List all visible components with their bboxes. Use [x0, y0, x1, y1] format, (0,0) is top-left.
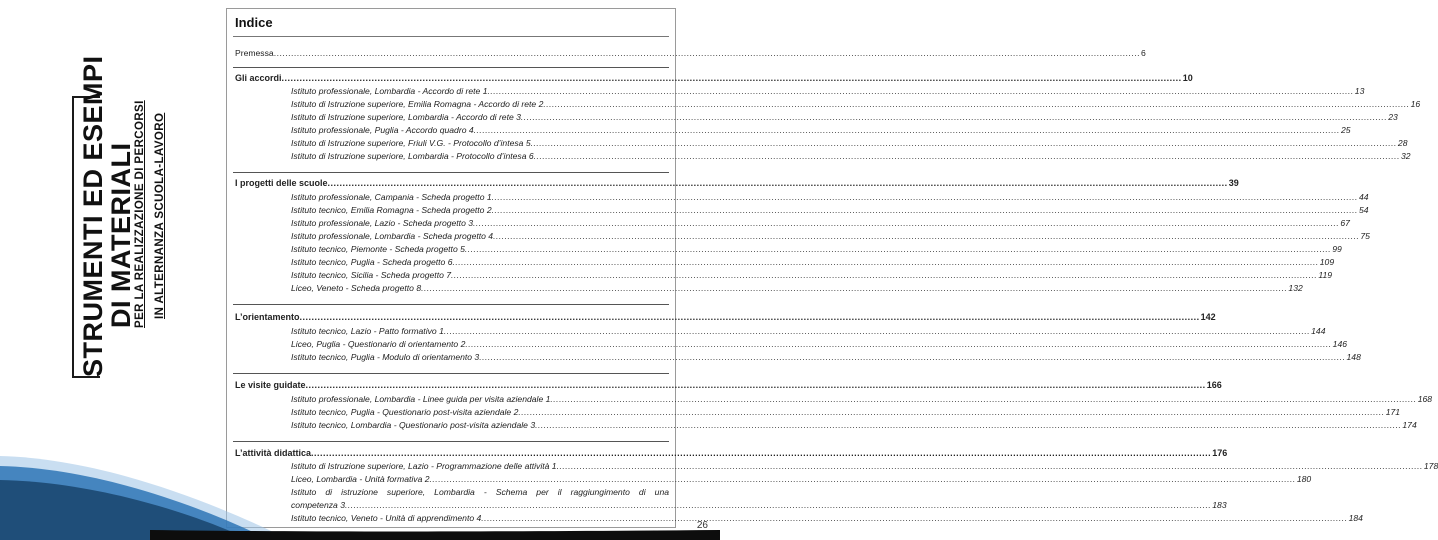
section-rule — [233, 172, 669, 173]
title-line-1: STRUMENTI ED ESEMPI — [78, 55, 108, 377]
toc-entry-wrapped-line: Istituto di istruzione superiore, Lombardia - Schema per il raggiungimento di una — [291, 487, 669, 497]
toc-entry: Istituto di Istruzione superiore, Friuli V.G. - Protocollo d’intesa 5 ............................................................................................................................................................................................................................................................................................................ 28 — [291, 138, 1408, 148]
toc-entry: Istituto professionale, Campania - Scheda progetto 1 ............................................................................................................................................................................................................................................................................................................ 44 — [291, 192, 1369, 202]
toc-entry: Liceo, Puglia - Questionario di orientamento 2 ............................................................................................................................................................................................................................................................................................................ 146 — [291, 339, 1348, 349]
toc-entry: Istituto professionale, Lombardia - Accordo di rete 1 ............................................................................................................................................................................................................................................................................................................ 13 — [291, 86, 1365, 96]
toc-entry: Liceo, Lombardia - Unità formativa 2 ............................................................................................................................................................................................................................................................................................................ 180 — [291, 474, 1312, 484]
toc-entry: Istituto di Istruzione superiore, Lombardia - Protocollo d’intesa 6 ............................................................................................................................................................................................................................................................................................................ 32 — [291, 151, 1411, 161]
toc-entry: Istituto professionale, Puglia - Accordo quadro 4 ............................................................................................................................................................................................................................................................................................................ 25 — [291, 125, 1351, 135]
toc-entry: Istituto tecnico, Puglia - Modulo di orientamento 3 ............................................................................................................................................................................................................................................................................................................ 148 — [291, 352, 1361, 362]
toc-entry: Istituto professionale, Lombardia - Linee guida per visita aziendale 1 ............................................................................................................................................................................................................................................................................................................ 168 — [291, 394, 1433, 404]
section-rule — [233, 67, 669, 68]
toc-entry: Istituto tecnico, Veneto - Unità di apprendimento 4 ............................................................................................................................................................................................................................................................................................................ 184 — [291, 513, 1363, 523]
slide-number: 26 — [696, 520, 708, 531]
toc-entry: Istituto di Istruzione superiore, Emilia Romagna - Accordo di rete 2 ............................................................................................................................................................................................................................................................................................................ 16 — [291, 99, 1421, 109]
toc-entry: Istituto tecnico, Sicilia - Scheda progetto 7 ............................................................................................................................................................................................................................................................................................................ 119 — [291, 270, 1333, 280]
toc-entry: Istituto tecnico, Lazio - Patto formativo 1 ............................................................................................................................................................................................................................................................................................................ 144 — [291, 326, 1326, 336]
title-border-left — [72, 96, 74, 378]
title-rule — [233, 36, 669, 37]
vertical-title-block — [72, 55, 172, 378]
toc-entry: Istituto tecnico, Puglia - Questionario post-visita aziendale 2 ............................................................................................................................................................................................................................................................................................................ 171 — [291, 407, 1401, 417]
toc-entry: Istituto tecnico, Lombardia - Questionario post-visita aziendale 3 ............................................................................................................................................................................................................................................................................................................ 174 — [291, 420, 1417, 430]
section-rule — [233, 441, 669, 442]
title-line-2: DI MATERIALI — [106, 142, 136, 328]
toc-entry: Istituto tecnico, Emilia Romagna - Scheda progetto 2 ............................................................................................................................................................................................................................................................................................................ 54 — [291, 205, 1369, 215]
section-rule — [233, 373, 669, 374]
toc-entry: Istituto tecnico, Piemonte - Scheda progetto 5 ............................................................................................................................................................................................................................................................................................................ 99 — [291, 244, 1342, 254]
section-heading: I progetti delle scuole ............................................................................................................................................................................................................................................................................................................ 39 — [235, 178, 1239, 188]
title-line-3: PER LA REALIZZAZIONE DI PERCORSI — [134, 100, 146, 328]
swoosh-black-band — [150, 530, 720, 540]
toc-entry: Istituto professionale, Lombardia - Scheda progetto 4 ............................................................................................................................................................................................................................................................................................................ 75 — [291, 231, 1370, 241]
section-heading: Gli accordi ............................................................................................................................................................................................................................................................................................................ 10 — [235, 73, 1193, 83]
section-heading: L’orientamento ............................................................................................................................................................................................................................................................................................................ 142 — [235, 312, 1216, 322]
index-title: Indice — [235, 15, 273, 30]
toc-entry: Istituto professionale, Lazio - Scheda progetto 3 ............................................................................................................................................................................................................................................................................................................ 67 — [291, 218, 1350, 228]
toc-entry: Istituto tecnico, Puglia - Scheda progetto 6 ............................................................................................................................................................................................................................................................................................................ 109 — [291, 257, 1335, 267]
toc-entry: Liceo, Veneto - Scheda progetto 8 ............................................................................................................................................................................................................................................................................................................ 132 — [291, 283, 1303, 293]
section-heading: L’attività didattica ............................................................................................................................................................................................................................................................................................................ 176 — [235, 448, 1228, 458]
toc-entry: Istituto di Istruzione superiore, Lombardia - Accordo di rete 3 ............................................................................................................................................................................................................................................................................................................ 23 — [291, 112, 1398, 122]
section-heading: Le visite guidate ............................................................................................................................................................................................................................................................................................................ 166 — [235, 380, 1222, 390]
toc-entry: competenza 3 ............................................................................................................................................................................................................................................................................................................ 183 — [291, 500, 1227, 510]
toc-entry: Istituto di Istruzione superiore, Lazio - Programmazione delle attività 1 ............................................................................................................................................................................................................................................................................................................ 178 — [291, 461, 1438, 471]
section-rule — [233, 304, 669, 305]
title-line-4: IN ALTERNANZA SCUOLA-LAVORO — [154, 112, 166, 319]
premessa-entry: Premessa ............................................................................................................................................................................................................................................................................................................ 6 — [235, 48, 1146, 58]
